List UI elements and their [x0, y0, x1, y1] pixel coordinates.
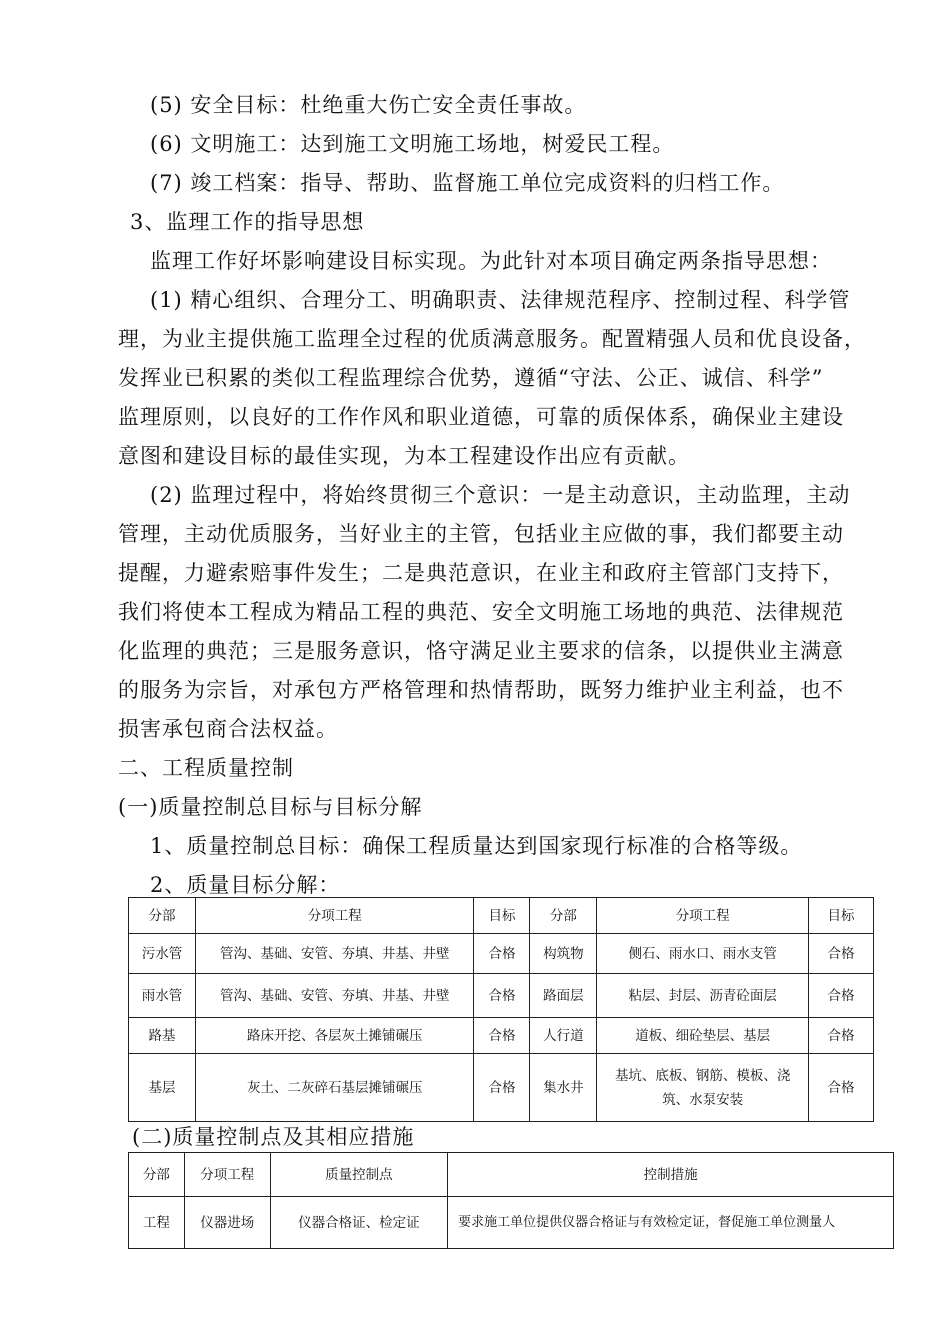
paragraph-completion-archive: (7) 竣工档案：指导、帮助、监督施工单位完成资料的归档工作。 [150, 171, 785, 195]
header-cell: 质量控制点 [270, 1153, 448, 1197]
table-cell: 合格 [809, 974, 874, 1018]
table-cell: 管沟、基础、安管、夯填、井基、井壁 [195, 974, 474, 1018]
table-cell: 集水井 [530, 1054, 597, 1122]
paragraph-point1-line2: 理，为业主提供施工监理全过程的优质满意服务。配置精强人员和优良设备， [118, 327, 866, 351]
header-cell: 控制措施 [448, 1153, 894, 1197]
paragraph-intro: 监理工作好坏影响建设目标实现。为此针对本项目确定两条指导思想： [150, 249, 832, 273]
table-cell: 人行道 [530, 1018, 597, 1054]
table-cell: 要求施工单位提供仪器合格证与有效检定证，督促施工单位测量人 [448, 1197, 894, 1249]
paragraph-goal-breakdown-label: 2、质量目标分解： [150, 873, 341, 897]
paragraph-point2-line2: 管理，主动优质服务，当好业主的主管，包括业主应做的事，我们都要主动 [118, 522, 844, 546]
table-cell: 路床开挖、各层灰土摊铺碾压 [195, 1018, 474, 1054]
table-row [129, 1054, 874, 1122]
table-cell: 路基 [129, 1018, 196, 1054]
paragraph-point2-line7: 损害承包商合法权益。 [118, 717, 338, 741]
table-cell: 合格 [809, 934, 874, 974]
table-cell: 雨水管 [129, 974, 196, 1018]
heading-quality-control: 二、工程质量控制 [118, 756, 294, 780]
table-cell: 合格 [474, 934, 530, 974]
header-cell: 分项工程 [195, 898, 474, 934]
table-cell: 工程 [129, 1197, 185, 1249]
table-cell: 道板、细砼垫层、基层 [597, 1018, 809, 1054]
heading-quality-goal-breakdown: (一)质量控制总目标与目标分解 [118, 795, 423, 819]
table-cell: 路面层 [530, 974, 597, 1018]
table-row [129, 1197, 894, 1249]
quality-control-points-table [128, 1152, 894, 1249]
table-cell: 基坑、底板、钢筋、模板、浇筑、水泵安装 [597, 1054, 809, 1122]
quality-goal-table [128, 897, 874, 1122]
table-cell: 管沟、基础、安管、夯填、井基、井壁 [195, 934, 474, 974]
paragraph-point2-line5: 化监理的典范；三是服务意识，恪守满足业主要求的信条，以提供业主满意 [118, 639, 844, 663]
table-cell: 粘层、封层、沥青砼面层 [597, 974, 809, 1018]
header-cell: 分部 [530, 898, 597, 934]
heading-quality-control-points: (二)质量控制点及其相应措施 [132, 1125, 415, 1149]
table-cell: 合格 [474, 1018, 530, 1054]
header-cell: 分项工程 [184, 1153, 270, 1197]
table-row [129, 1018, 874, 1054]
paragraph-point2-line3: 提醒，力避索赔事件发生；二是典范意识，在业主和政府主管部门支持下， [118, 561, 844, 585]
paragraph-point2-line1: (2) 监理过程中，将始终贯彻三个意识：一是主动意识，主动监理，主动 [150, 483, 851, 507]
paragraph-point1-line3: 发挥业已积累的类似工程监理综合优势，遵循“守法、公正、诚信、科学” [118, 366, 824, 390]
header-cell: 目标 [474, 898, 530, 934]
table-cell: 污水管 [129, 934, 196, 974]
header-cell: 分项工程 [597, 898, 809, 934]
table-cell: 仪器进场 [184, 1197, 270, 1249]
paragraph-point1-line5: 意图和建设目标的最佳实现，为本工程建设作出应有贡献。 [118, 444, 690, 468]
table-cell: 构筑物 [530, 934, 597, 974]
paragraph-point1-line1: (1) 精心组织、合理分工、明确职责、法律规范程序、控制过程、科学管 [150, 288, 851, 312]
table-header-row [129, 1153, 894, 1197]
header-cell: 目标 [809, 898, 874, 934]
table-cell: 仪器合格证、检定证 [270, 1197, 448, 1249]
paragraph-point2-line4: 我们将使本工程成为精品工程的典范、安全文明施工场地的典范、法律规范 [118, 600, 844, 624]
paragraph-safety-goal: (5) 安全目标：杜绝重大伤亡安全责任事故。 [150, 93, 587, 117]
table-cell: 基层 [129, 1054, 196, 1122]
table-cell: 合格 [809, 1054, 874, 1122]
table-cell: 合格 [474, 1054, 530, 1122]
table-cell: 侧石、雨水口、雨水支管 [597, 934, 809, 974]
heading-guiding-thought: 3、监理工作的指导思想 [130, 210, 365, 234]
table-cell: 灰土、二灰碎石基层摊铺碾压 [195, 1054, 474, 1122]
header-cell: 分部 [129, 1153, 185, 1197]
header-cell: 分部 [129, 898, 196, 934]
table-row [129, 974, 874, 1018]
table-cell: 合格 [809, 1018, 874, 1054]
table-header-row [129, 898, 874, 934]
table-cell: 合格 [474, 974, 530, 1018]
paragraph-point1-line4: 监理原则，以良好的工作作风和职业道德，可靠的质保体系，确保业主建设 [118, 405, 844, 429]
paragraph-civilized-construction: (6) 文明施工：达到施工文明施工场地，树爱民工程。 [150, 132, 675, 156]
paragraph-overall-quality-goal: 1、质量控制总目标：确保工程质量达到国家现行标准的合格等级。 [150, 834, 803, 858]
table-row [129, 934, 874, 974]
paragraph-point2-line6: 的服务为宗旨，对承包方严格管理和热情帮助，既努力维护业主利益，也不 [118, 678, 844, 702]
